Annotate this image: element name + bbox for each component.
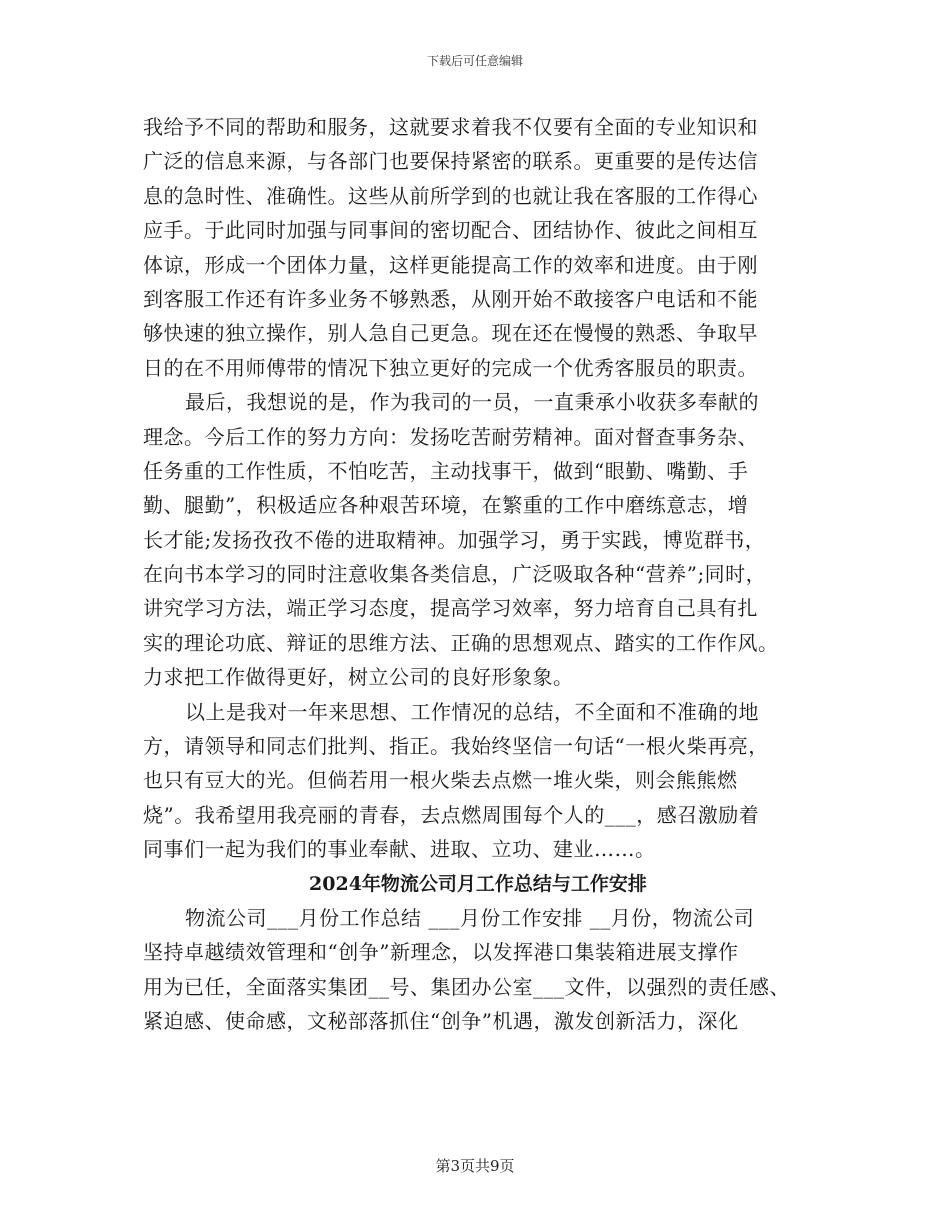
text-line: 理念。今后工作的努力方向：发扬吃苦耐劳精神。面对督查事务杂、	[143, 424, 758, 449]
paragraph-continuation	[143, 110, 813, 385]
paragraph-logistics	[143, 901, 813, 1039]
section-title: 2024年物流公司月工作总结与工作安排	[309, 872, 647, 895]
text-line: 烧”。我希望用我亮丽的青春，去点燃周围每个人的___，感召激励着	[143, 802, 760, 827]
text-line: 最后，我想说的是，作为我司的一员，一直秉承小收获多奉献的	[185, 390, 759, 415]
text-line: 广泛的信息来源，与各部门也要保持紧密的联系。更重要的是传达信	[143, 149, 758, 174]
text-line: 物流公司___月份工作总结 ___月份工作安排 __月份，物流公司	[185, 905, 755, 930]
text-line: 也只有豆大的光。但倘若用一根火柴去点燃一堆火柴，则会熊熊燃	[143, 768, 738, 793]
text-line: 体谅，形成一个团体力量，这样更能提高工作的效率和进度。由于刚	[143, 252, 758, 277]
text-line: 讲究学习方法，端正学习态度，提高学习效率，努力培育自己具有扎	[143, 596, 758, 621]
text-line: 方，请领导和同志们批判、指正。我始终坚信一句话“一根火柴再亮，	[143, 734, 769, 759]
document-body	[143, 110, 813, 1039]
text-line: 应手。于此同时加强与同事间的密切配合、团结协作、彼此之间相互	[143, 218, 758, 243]
text-line: 用为已任，全面落实集团__号、集团办公室___文件，以强烈的责任感、	[143, 974, 790, 999]
page-header: 下载后可任意编辑	[426, 54, 523, 68]
text-line: 力求把工作做得更好，树立公司的良好形象象。	[143, 665, 574, 690]
text-line: 紧迫感、使命感，文秘部落抓住“创争”机遇，激发创新活力，深化	[143, 1009, 739, 1034]
text-line: 实的理论功底、辩证的思维方法、正确的思想观点、踏实的工作作风。	[143, 630, 779, 655]
text-line: 到客服工作还有许多业务不够熟悉，从刚开始不敢接客户电话和不能	[143, 286, 758, 311]
text-line: 够快速的独立操作，别人急自己更急。现在还在慢慢的熟悉、争取早	[143, 321, 758, 346]
text-line: 长才能;发扬孜孜不倦的进取精神。加强学习，勇于实践，博览群书，	[143, 527, 766, 552]
text-line: 坚持卓越绩效管理和“创争”新理念，以发挥港口集装箱进展支撑作	[143, 940, 739, 965]
text-line: 息的急时性、准确性。这些从前所学到的也就让我在客服的工作得心	[143, 183, 758, 208]
text-line: 勤、腿勤”，积极适应各种艰苦环境，在繁重的工作中磨练意志，增	[143, 493, 749, 518]
paragraph-summary	[143, 695, 813, 867]
paragraph-conclusion	[143, 385, 813, 695]
text-line: 以上是我对一年来思想、工作情况的总结，不全面和不准确的地	[185, 699, 759, 724]
text-line: 在向书本学习的同时注意收集各类信息，广泛吸取各种“营养”;同时，	[143, 562, 767, 587]
text-line: 我给予不同的帮助和服务，这就要求着我不仅要有全面的专业知识和	[143, 115, 758, 139]
text-line: 同事们一起为我们的事业奉献、进取、立功、建业……。	[143, 837, 656, 862]
text-line: 任务重的工作性质，不怕吃苦，主动找事干，做到“眼勤、嘴勤、手	[143, 458, 749, 483]
text-line: 日的在不用师傅带的情况下独立更好的完成一个优秀客服员的职责。	[143, 355, 758, 380]
page-number: 第3页共9页	[435, 1157, 515, 1175]
